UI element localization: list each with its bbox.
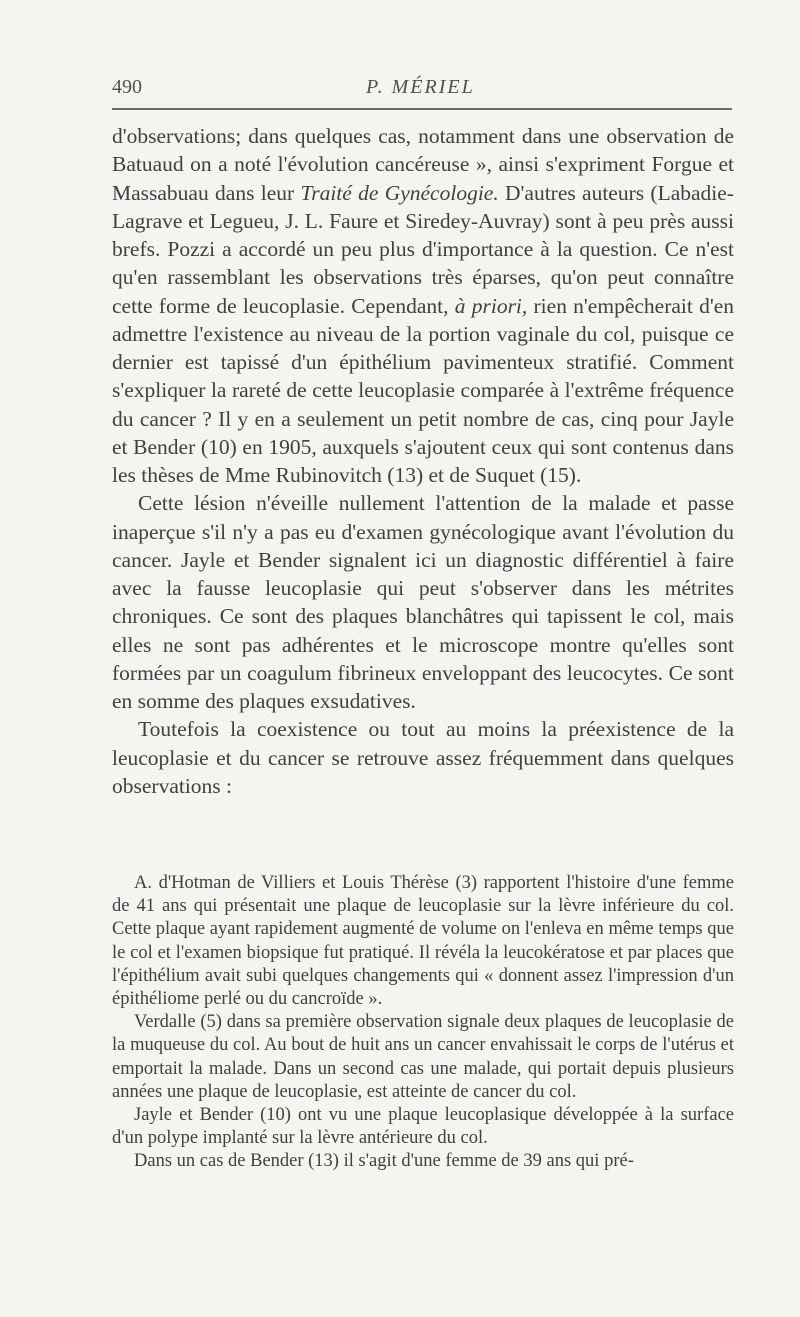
paragraph-coexistence: Toutefois la coexistence ou tout au moins la préexistence de la leucoplasie et du cancer se retrouve assez fréquemment dans quelques observations : (112, 717, 734, 798)
page-number: 490 (112, 76, 142, 98)
observation-hotman: A. d'Hotman de Villiers et Louis Thérèse (3) rapportent l'histoire d'une femme de 41 ans qui présentait une plaque de leucoplasie sur la lèvre inférieure du col. Cette plaque ayant rapidement augmenté de volume on l'enleva en même temps que le col et l'examen biopsique fut pratiqué. Il révéla la leucokératose et par places que l'épithélium avait subi quelques changements qui « donnent assez l'impression d'un épithéliome perlé ou du cancroïde ». (112, 873, 734, 1010)
observation-bender: Dans un cas de Bender (13) il s'agit d'une femme de 39 ans qui pré- (134, 1151, 634, 1172)
observation-jayle-bender: Jayle et Bender (10) ont vu une plaque leucoplasique développée à la surface d'un polype implanté sur la lèvre antérieure du col. (112, 1105, 734, 1149)
page-header (112, 68, 732, 104)
header-rule (112, 108, 732, 110)
book-title: Traité de Gynécologie. (300, 180, 499, 205)
paragraph-text: D'autres auteurs (Labadie-Lagrave et Legueu, J. L. Faure et Siredey-Auvray) sont à peu près aussi brefs. Pozzi a accordé un peu plus d'importance à la question. Ce n'est qu'en rassemblant les observations très éparses, qu'on peut connaître cette forme de leucoplasie. Cependant, (112, 180, 734, 318)
observation-verdalle: Verdalle (5) dans sa première observation signale deux plaques de leucoplasie de la muqueuse du col. Au bout de huit ans un cancer envahissait le corps de l'utérus et emportait la malade. Dans un second cas une malade, qui portait depuis plusieurs années une plaque de leucoplasie, est atteinte de cancer du col. (112, 1012, 734, 1102)
paragraph-observations (112, 122, 734, 489)
main-text (112, 122, 734, 800)
paragraph-text: rien n'empêcherait d'en admettre l'existence au niveau de la portion vaginale du col, puisque ce dernier est tapissé d'un épithélium pavimenteux stratifié. Comment s'expliquer la rareté de cette leucoplasie comparée à l'extrême fréquence du cancer ? Il y en a seulement un petit nombre de cas, cinq pour Jayle et Bender (10) en 1905, auxquels s'ajoutent ceux qui sont contenus dans les thèses de Mme Rubinovitch (13) et de Suquet (15). (112, 293, 734, 487)
case-observations (112, 872, 734, 1174)
running-head: P. MÉRIEL (366, 76, 475, 98)
paragraph-text: d'observations; dans quelques cas, notamment dans une observation de Batuaud on a noté l'évolution cancéreuse », ainsi s'expriment Forgue et Massabuau dans leur (112, 124, 734, 205)
latin-phrase: à priori, (454, 293, 528, 318)
paragraph-lesion: Cette lésion n'éveille nullement l'attention de la malade et passe inaperçue s'il n'y a pas eu d'examen gynécologique avant l'évolution du cancer. Jayle et Bender signalent ici un diagnostic différentiel à faire avec la fausse leucoplasie qui peut s'observer dans les métrites chroniques. Ce sont des plaques blanchâtres qui tapissent le col, mais elles ne sont pas adhérentes et le microscope montre qu'elles sont formées par un coagulum fibrineux enveloppant des leucocytes. Ce sont en somme des plaques exsudatives. (112, 491, 734, 713)
